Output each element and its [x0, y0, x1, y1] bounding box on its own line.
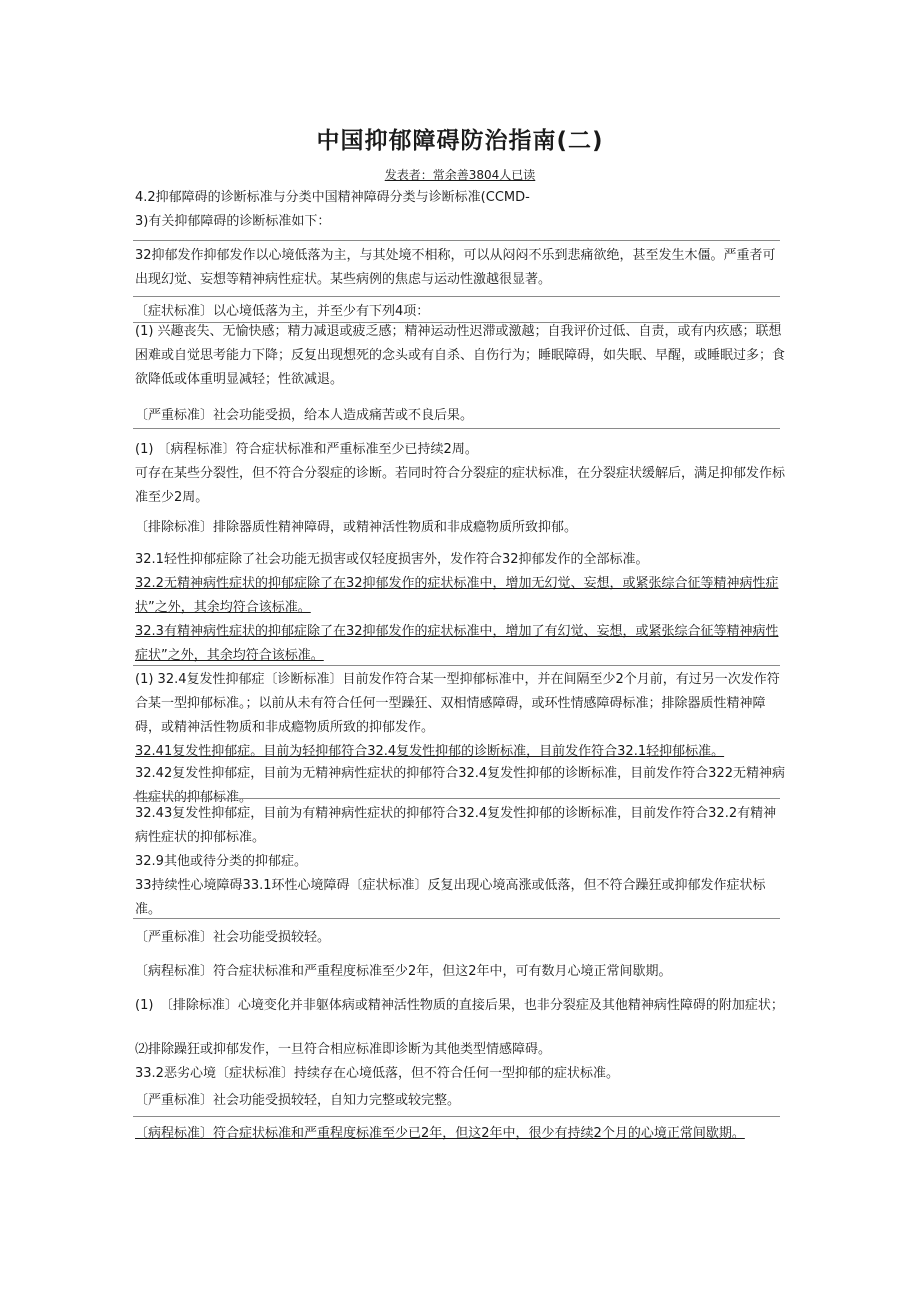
author-read-count: 发表者：常余善3804人已读 — [384, 168, 536, 182]
paragraph: 33持续性心境障碍33.1环性心境障碍〔症状标准〕反复出现心境高涨或低落，但不符合躁狂或抑郁发作症状标准。 — [135, 878, 766, 917]
paragraph: 〔症状标准〕以心境低落为主，并至少有下列4项： — [135, 304, 430, 319]
divider — [133, 918, 780, 919]
paragraph: (1) 兴趣丧失、无愉快感；精力减退或疲乏感；精神运动性迟滞或激越；自我评价过低、自责，或有内疚感；联想困难或自觉思考能力下降；反复出现想死的念头或有自杀、自伤行为；睡眠障碍，如失眠、早醒，或睡眠过多；食欲降低或体重明显减轻；性欲减退。 — [135, 324, 786, 387]
paragraph: 〔严重标准〕社会功能受损，给本人造成痛苦或不良后果。 — [135, 408, 474, 423]
paragraph: 〔严重标准〕社会功能受损较轻。 — [135, 930, 331, 945]
divider — [133, 240, 780, 241]
divider — [133, 665, 780, 666]
divider — [133, 1116, 780, 1117]
paragraph: 〔严重标准〕社会功能受损较轻，自知力完整或较完整。 — [135, 1093, 461, 1108]
paragraph: 3)有关抑郁障碍的诊断标准如下： — [135, 214, 331, 229]
page-title: 中国抑郁障碍防治指南(二) — [316, 128, 604, 154]
paragraph: (1) 〔排除标准〕心境变化并非躯体病或精神活性物质的直接后果，也非分裂症及其他精神病性障碍的附加症状； — [135, 998, 784, 1013]
paragraph: (1) 32.4复发性抑郁症〔诊断标准〕目前发作符合某一型抑郁标准中，并在间隔至少2个月前，有过另一次发作符合某一型抑郁标准。；以前从未有符合任何一型躁狂、双相情感障碍，或环性情感障碍标准；排除器质性精神障碍，或精神活性物质和非成瘾物质所致的抑郁发作。 — [135, 672, 780, 735]
paragraph: 32.2无精神病性症状的抑郁症除了在32抑郁发作的症状标准中，增加无幻觉、妄想，或紧张综合征等精神病性症状”之外，其余均符合该标准。 — [135, 576, 779, 615]
paragraph: 32.42复发性抑郁症，目前为无精神病性症状的抑郁符合32.4复发性抑郁的诊断标准，目前发作符合322无精神病性症状的抑郁标准。 — [135, 766, 785, 805]
paragraph: 32.41复发性抑郁症。目前为轻抑郁符合32.4复发性抑郁的诊断标准，目前发作符合32.1轻抑郁标准。 — [135, 744, 725, 759]
paragraph: ⑵排除躁狂或抑郁发作，一旦符合相应标准即诊断为其他类型情感障碍。 — [135, 1042, 552, 1057]
paragraph: 32.43复发性抑郁症，目前为有精神病性症状的抑郁符合32.4复发性抑郁的诊断标准，目前发作符合32.2有精神病性症状的抑郁标准。 — [135, 806, 777, 845]
paragraph: 32.1轻性抑郁症除了社会功能无损害或仅轻度损害外，发作符合32抑郁发作的全部标准。 — [135, 552, 649, 567]
divider — [133, 296, 780, 297]
paragraph: 32.3有精神病性症状的抑郁症除了在32抑郁发作的症状标准中，增加了有幻觉、妄想，或紧张综合征等精神病性症状”之外，其余均符合该标准。 — [135, 624, 779, 663]
paragraph: (1) 〔病程标准〕符合症状标准和严重标准至少已持续2周。 — [135, 442, 478, 457]
byline — [0, 166, 920, 183]
paragraph: 4.2抑郁障碍的诊断标准与分类中国精神障碍分类与诊断标准(CCMD- — [135, 190, 530, 205]
paragraph: 〔病程标准〕符合症状标准和严重程度标准至少2年，但这2年中，可有数月心境正常间歇期。 — [135, 964, 672, 979]
paragraph: 32.9其他或待分类的抑郁症。 — [135, 854, 307, 869]
divider — [133, 428, 780, 429]
divider — [133, 798, 780, 799]
paragraph: 33.2恶劣心境〔症状标准〕持续存在心境低落，但不符合任何一型抑郁的症状标准。 — [135, 1066, 619, 1081]
paragraph: 可存在某些分裂性，但不符合分裂症的诊断。若同时符合分裂症的症状标准，在分裂症状缓解后，满足抑郁发作标准至少2周。 — [135, 466, 786, 505]
paragraph: 32抑郁发作抑郁发作以心境低落为主，与其处境不相称，可以从闷闷不乐到悲痛欲绝，甚至发生木僵。严重者可出现幻觉、妄想等精神病性症状。某些病例的焦虑与运动性激越很显著。 — [135, 248, 776, 287]
paragraph: 〔排除标准〕排除器质性精神障碍，或精神活性物质和非成瘾物质所致抑郁。 — [135, 520, 578, 535]
paragraph: 〔病程标准〕符合症状标准和严重程度标准至少已2年，但这2年中，很少有持续2个月的心境正常间歇期。 — [135, 1126, 745, 1141]
